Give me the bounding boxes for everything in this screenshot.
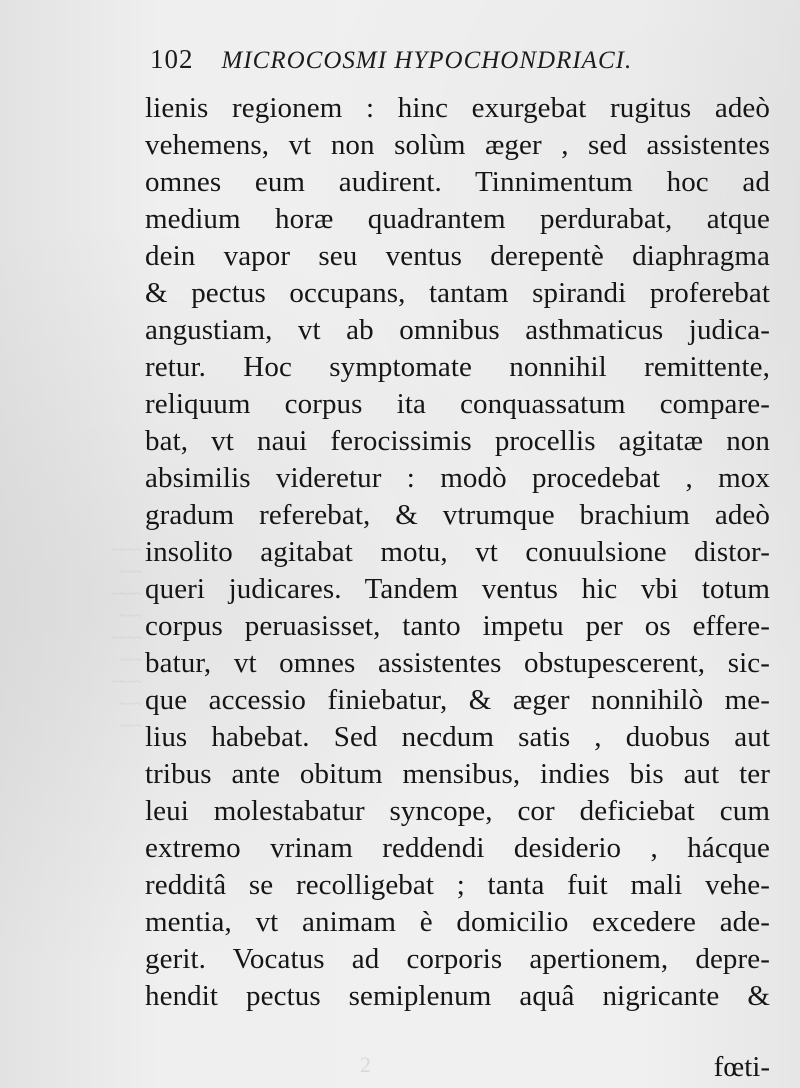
body-text [145, 90, 770, 1015]
text-line: extremo vrinam reddendi desiderio , hácque [145, 832, 770, 864]
text-line: gerit. Vocatus ad corporis apertionem, depre- [145, 943, 770, 975]
text-line: gradum referebat, & vtrumque brachium adeò [145, 499, 770, 531]
text-line: insolito agitabat motu, vt conuulsione distor- [145, 536, 770, 568]
text-line: retur. Hoc symptomate nonnihil remittente, [145, 351, 770, 383]
running-header [150, 44, 750, 82]
show-through-text: ~~~~ ~~~ ~~~~ ~~~ ~~~~ ~~~ ~~~~ ~~~ ~~~ [111, 543, 142, 734]
catchword: fœti- [713, 1051, 770, 1083]
show-through-mark: 2 [360, 1052, 371, 1077]
running-title: MICROCOSMI HYPOCHONDRIACI. [221, 47, 633, 74]
text-line: & pectus occupans, tantam spirandi proferebat [145, 277, 770, 309]
text-line: omnes eum audirent. Tinnimentum hoc ad [145, 166, 770, 198]
text-line: absimilis videretur : modò procedebat , mox [145, 462, 770, 494]
text-line: reliquum corpus ita conquassatum compare- [145, 388, 770, 420]
text-line: medium horæ quadrantem perdurabat, atque [145, 203, 770, 235]
text-line: vehemens, vt non solùm æger , sed assistentes [145, 129, 770, 161]
text-line: mentia, vt animam è domicilio excedere ade- [145, 906, 770, 938]
text-line: leui molestabatur syncope, cor deficiebat cum [145, 795, 770, 827]
text-line: angustiam, vt ab omnibus asthmaticus judica- [145, 314, 770, 346]
text-line: hendit pectus semiplenum aquâ nigricante & [145, 980, 770, 1012]
text-line: bat, vt naui ferocissimis procellis agitatæ non [145, 425, 770, 457]
text-line: lius habebat. Sed necdum satis , duobus aut [145, 721, 770, 753]
text-line: batur, vt omnes assistentes obstupescerent, sic- [145, 647, 770, 679]
text-line: redditâ se recolligebat ; tanta fuit mali vehe- [145, 869, 770, 901]
page-number: 102 [150, 44, 194, 74]
text-line: corpus peruasisset, tanto impetu per os effere- [145, 610, 770, 642]
text-line: dein vapor seu ventus derepentè diaphragma [145, 240, 770, 272]
text-line: tribus ante obitum mensibus, indies bis aut ter [145, 758, 770, 790]
text-line: queri judicares. Tandem ventus hic vbi totum [145, 573, 770, 605]
text-line: que accessio finiebatur, & æger nonnihilò me- [145, 684, 770, 716]
text-line: lienis regionem : hinc exurgebat rugitus adeò [145, 92, 770, 124]
